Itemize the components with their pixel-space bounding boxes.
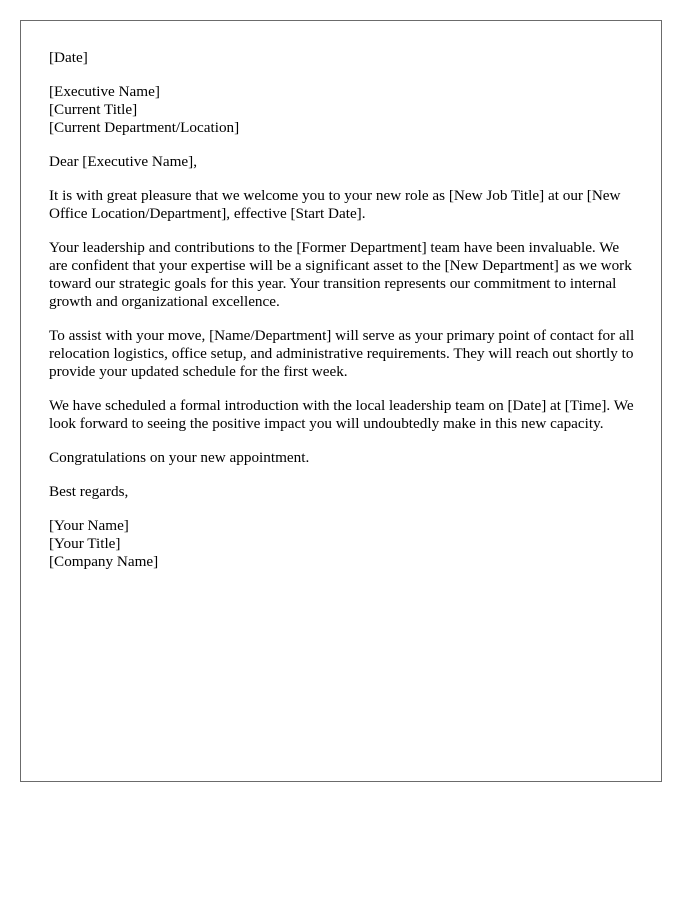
signature-company: [Company Name] — [49, 553, 159, 570]
signature-name: [Your Name] — [49, 517, 129, 534]
letter-body — [49, 49, 637, 587]
closing: Best regards, — [49, 483, 129, 500]
salutation-block — [49, 153, 637, 171]
letter-date: [Date] — [49, 49, 88, 66]
signature-title: [Your Title] — [49, 535, 121, 552]
signature-block — [49, 517, 637, 571]
closing-block — [49, 483, 637, 501]
paragraph-leadership: Your leadership and contributions to the [Former Department] team have been invaluable. We are confident that your expertise will be a significant asset to the [New Department] as we work toward our strategic goals for this year. Your transition represents our commitment to internal growth and organizational excellence. — [49, 239, 632, 310]
paragraph-congratulations: Congratulations on your new appointment. — [49, 449, 310, 466]
recipient-title: [Current Title] — [49, 101, 138, 118]
paragraph-introduction: We have scheduled a formal introduction with the local leadership team on [Date] at [Time]. We look forward to seeing the positive impact you will undoubtedly make in this new capacity. — [49, 397, 634, 432]
recipient-name: [Executive Name] — [49, 83, 160, 100]
paragraph-relocation: To assist with your move, [Name/Department] will serve as your primary point of contact for all relocation logistics, office setup, and administrative requirements. They will reach out shortly to provide your updated schedule for the first week. — [49, 327, 635, 380]
letter-date-block — [49, 49, 637, 67]
recipient-block — [49, 83, 637, 137]
recipient-department: [Current Department/Location] — [49, 119, 240, 136]
letter-page — [20, 20, 662, 782]
salutation: Dear [Executive Name], — [49, 153, 197, 170]
paragraph-welcome: It is with great pleasure that we welcome you to your new role as [New Job Title] at our [New Office Location/Department], effective [Start Date]. — [49, 187, 621, 222]
